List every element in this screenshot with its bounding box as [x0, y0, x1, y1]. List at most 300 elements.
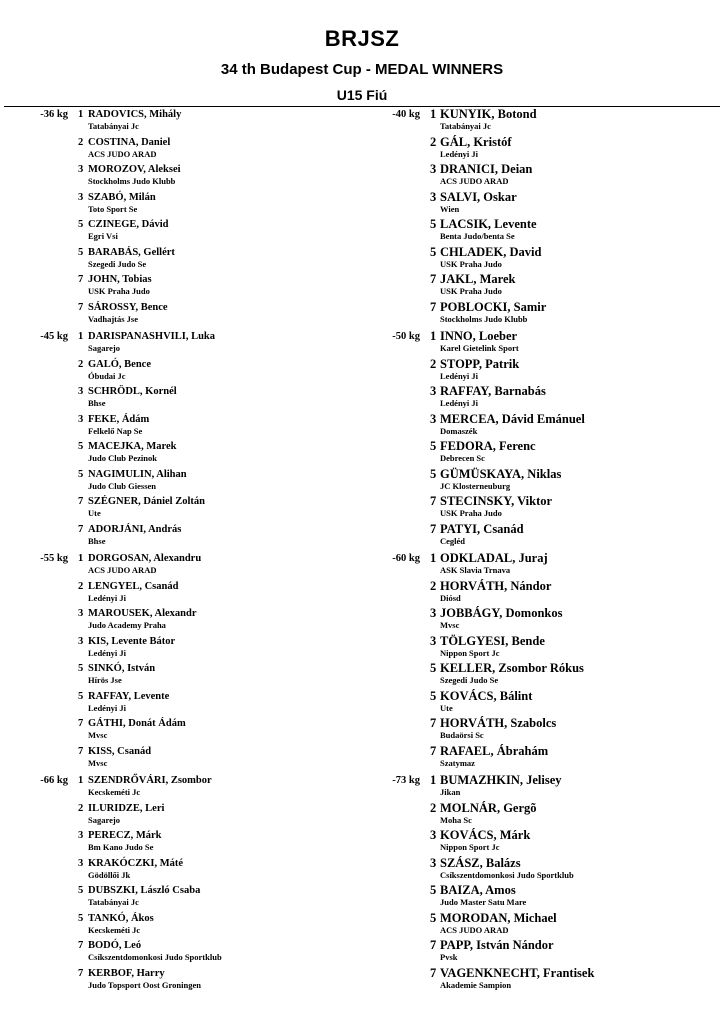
athlete-line [78, 246, 340, 259]
athlete-name: FEDORA, Ferenc [440, 439, 536, 453]
club-name: ASK Slavia Trnava [440, 565, 511, 575]
athlete-line [430, 967, 700, 980]
place-number: 1 [430, 329, 437, 343]
club-name: Toto Sport Se [88, 203, 138, 214]
athlete-name: RADOVICS, Mihály [88, 109, 182, 120]
medal-list [430, 330, 700, 552]
medal-entry [78, 939, 340, 967]
medal-entry [430, 330, 700, 358]
athlete-line [78, 440, 340, 453]
weight-class-label: -73 kg [392, 775, 420, 786]
athlete-name: TÖLGYESI, Bende [440, 633, 545, 648]
athlete-line [430, 774, 700, 787]
place-number: 2 [430, 578, 437, 593]
medal-entry [430, 218, 700, 246]
place-number: 2 [430, 134, 437, 149]
medal-entry [78, 191, 340, 219]
medal-entry [430, 440, 700, 468]
weight-class-block [0, 774, 340, 1004]
place-number: 5 [78, 885, 84, 896]
athlete-line [430, 523, 700, 536]
medal-entry [430, 745, 700, 773]
athlete-line [78, 580, 340, 593]
athlete-name: KISS, Csanád [88, 745, 152, 757]
medal-entry [430, 717, 700, 745]
weight-class-block [360, 330, 700, 552]
athlete-name: LENGYEL, Csanád [88, 580, 179, 592]
athlete-name: KIS, Levente Bátor [88, 635, 176, 647]
medal-entry [430, 552, 700, 580]
club-name: Wien [440, 203, 460, 214]
place-number: 3 [78, 191, 84, 203]
club-name: USK Praha Judo [440, 286, 502, 296]
weight-class-block [0, 108, 340, 330]
club-name: ACS JUDO ARAD [88, 148, 157, 159]
athlete-line [78, 939, 340, 952]
place-number: 2 [78, 136, 84, 148]
athlete-line [430, 495, 700, 508]
club-name: Gödöllői Jk [88, 869, 131, 880]
medal-entry [430, 273, 700, 301]
club-name: Judo Club Pezinok [88, 453, 157, 463]
athlete-name: SINKÓ, István [88, 663, 156, 674]
athlete-name: POBLOCKI, Samir [440, 299, 547, 314]
medal-entry [430, 163, 700, 191]
place-number: 7 [430, 743, 437, 758]
medal-entry [430, 468, 700, 496]
athlete-line [78, 273, 340, 286]
athlete-line [78, 301, 340, 314]
place-number: 7 [430, 965, 437, 980]
medal-entry [430, 690, 700, 718]
weight-class-block [360, 774, 700, 1004]
place-number: 3 [78, 164, 84, 175]
club-name: Bhse [88, 535, 106, 546]
medal-entry [78, 108, 340, 136]
athlete-name: VAGENKNECHT, Frantisek [440, 965, 595, 980]
place-number: 7 [430, 494, 437, 508]
medal-entry [430, 246, 700, 274]
athlete-line [430, 440, 700, 453]
place-number: 5 [430, 910, 437, 925]
place-number: 7 [430, 521, 437, 536]
club-name: Jikan [440, 787, 461, 797]
club-name: Tatabányai Jc [440, 121, 491, 131]
athlete-name: ADORJÁNI, András [88, 523, 182, 535]
place-number: 3 [430, 633, 437, 648]
medal-entry [430, 108, 700, 136]
athlete-name: MAROUSEK, Alexandr [88, 608, 197, 619]
athlete-line [430, 273, 700, 286]
medal-entry [78, 358, 340, 386]
club-name: Domaszék [440, 425, 478, 436]
athlete-name: SZENDRŐVÁRI, Zsombor [88, 775, 212, 786]
club-name: USK Praha Judo [440, 258, 502, 269]
athlete-name: DUBSZKI, László Csaba [88, 885, 201, 896]
medal-list [430, 108, 700, 330]
athlete-line [78, 717, 340, 730]
medal-entry [430, 802, 700, 830]
athlete-name: LACSIK, Levente [440, 217, 537, 231]
club-name: Ute [440, 702, 453, 713]
medal-entry [430, 385, 700, 413]
athlete-name: BAIZA, Amos [440, 883, 516, 897]
weight-class-label: -50 kg [392, 331, 420, 342]
athlete-line [78, 468, 340, 481]
athlete-line [78, 413, 340, 426]
club-name: Mvsc [88, 757, 108, 768]
club-name: Nippon Sport Jc [440, 647, 500, 658]
athlete-name: STECINSKY, Viktor [440, 494, 553, 508]
club-name: Szatymaz [440, 757, 475, 768]
event-title: 34 th Budapest Cup - MEDAL WINNERS [220, 61, 504, 78]
club-name: Stockholms Judo Klubb [440, 313, 528, 324]
club-name: Cegléd [440, 535, 466, 546]
medal-entry [430, 413, 700, 441]
medal-entry [78, 330, 340, 358]
athlete-name: HORVÁTH, Nándor [440, 578, 552, 593]
athlete-line [78, 495, 340, 508]
place-number: 7 [78, 496, 84, 507]
athlete-name: CHLADEK, David [440, 244, 542, 259]
athlete-name: GÁL, Kristóf [440, 134, 512, 149]
athlete-name: PAPP, István Nándor [440, 938, 554, 952]
medal-entry [78, 635, 340, 663]
place-number: 1 [430, 107, 437, 121]
club-name: Moha Sc [440, 814, 472, 825]
place-number: 5 [78, 246, 84, 258]
medal-entry [78, 717, 340, 745]
place-number: 7 [430, 299, 437, 314]
place-number: 1 [78, 331, 84, 342]
athlete-line [430, 829, 700, 842]
athlete-name: JAKL, Marek [440, 272, 516, 286]
athlete-line [78, 358, 340, 371]
athlete-name: KUNYIK, Botond [440, 107, 537, 121]
place-number: 2 [78, 358, 84, 370]
place-number: 3 [78, 635, 84, 647]
athlete-line [78, 191, 340, 204]
athlete-name: SZÁSZ, Balázs [440, 855, 521, 870]
weight-class-label: -60 kg [392, 553, 420, 564]
weight-class-block [0, 552, 340, 774]
medal-list [78, 774, 340, 1004]
place-number: 7 [78, 718, 84, 729]
club-name: Bm Kano Judo Se [88, 842, 154, 852]
club-name: Ledényi Ji [440, 148, 479, 159]
club-name: Felkelő Nap Se [88, 425, 143, 436]
athlete-name: JOBBÁGY, Domonkos [440, 606, 563, 620]
athlete-line [430, 108, 700, 121]
athlete-name: NAGIMULIN, Alihan [88, 468, 187, 480]
place-number: 7 [78, 940, 84, 951]
header-divider [4, 106, 720, 107]
athlete-line [430, 857, 700, 870]
place-number: 5 [78, 219, 84, 230]
club-name: Ledényi Ji [440, 370, 479, 381]
club-name: Stockholms Judo Klubb [88, 176, 176, 186]
athlete-name: FEKE, Ádám [88, 413, 150, 425]
club-name: Bhse [88, 398, 106, 408]
athlete-name: KOVÁCS, Bálint [440, 688, 533, 703]
club-name: Vadhajtás Jse [88, 313, 138, 324]
club-name: Csíkszentdomonkosi Judo Sportklub [440, 869, 574, 880]
medal-entry [78, 662, 340, 690]
weight-class-block [360, 552, 700, 774]
athlete-line [430, 884, 700, 897]
medal-entry [78, 552, 340, 580]
organization-title: BRJSZ [324, 26, 400, 51]
athlete-line [78, 552, 340, 565]
athlete-line [430, 136, 700, 149]
athlete-line [78, 912, 340, 925]
club-name: Sagarejo [88, 814, 120, 825]
athlete-line [430, 358, 700, 371]
club-name: Ledényi Ji [88, 592, 127, 603]
place-number: 7 [78, 301, 84, 313]
medal-entry [430, 857, 700, 885]
place-number: 5 [430, 688, 437, 703]
medal-entry [430, 774, 700, 802]
athlete-name: RAFFAY, Barnabás [440, 384, 546, 398]
place-number: 3 [78, 386, 84, 397]
medal-entry [78, 413, 340, 441]
club-name: Debrecen Sc [440, 453, 485, 463]
medal-entry [78, 385, 340, 413]
place-number: 5 [430, 661, 437, 675]
medal-list [430, 774, 700, 1004]
athlete-line [78, 662, 340, 675]
athlete-name: MOROZOV, Aleksei [88, 164, 181, 175]
place-number: 1 [430, 551, 437, 565]
athlete-line [430, 246, 700, 259]
club-name: Karel Gietelink Sport [440, 343, 519, 353]
club-name: USK Praha Judo [88, 286, 150, 296]
club-name: Hírös Jse [88, 675, 122, 685]
weight-class-block [360, 108, 700, 330]
athlete-line [430, 912, 700, 925]
place-number: 5 [78, 690, 84, 702]
athlete-line [78, 967, 340, 980]
medal-entry [430, 191, 700, 219]
athlete-name: COSTINA, Daniel [88, 136, 171, 148]
medal-entry [430, 301, 700, 329]
athlete-line [430, 218, 700, 231]
club-name: Mvsc [440, 620, 460, 630]
medal-list [78, 330, 340, 552]
club-name: Szegedi Judo Se [88, 258, 147, 269]
medal-entry [78, 246, 340, 274]
medal-entry [78, 495, 340, 523]
medal-entry [78, 690, 340, 718]
medal-entry [78, 745, 340, 773]
medal-entry [430, 358, 700, 386]
club-name: Nippon Sport Jc [440, 842, 500, 852]
athlete-name: KERBOF, Harry [88, 967, 165, 979]
athlete-name: BODÓ, Leó [88, 940, 142, 951]
place-number: 3 [430, 606, 437, 620]
athlete-line [78, 523, 340, 536]
medal-entry [78, 136, 340, 164]
club-name: Ledényi Ji [88, 647, 127, 658]
athlete-name: HORVÁTH, Szabolcs [440, 716, 557, 730]
place-number: 5 [430, 244, 437, 259]
athlete-name: SALVI, Oskar [440, 189, 517, 204]
club-name: Judo Master Satu Mare [440, 897, 527, 907]
medal-entry [78, 218, 340, 246]
place-number: 7 [430, 272, 437, 286]
athlete-name: SZABÓ, Milán [88, 191, 156, 203]
place-number: 5 [78, 663, 84, 674]
club-name: Sagarejo [88, 343, 120, 353]
athlete-line [430, 635, 700, 648]
medal-entry [78, 967, 340, 995]
athlete-name: ILURIDZE, Leri [88, 802, 165, 814]
athlete-line [430, 413, 700, 426]
athlete-name: SCHRÖDL, Kornél [88, 386, 177, 397]
athlete-line [78, 857, 340, 870]
place-number: 3 [430, 855, 437, 870]
place-number: 3 [78, 830, 84, 841]
place-number: 1 [430, 773, 437, 787]
place-number: 5 [78, 912, 84, 924]
medal-entry [78, 774, 340, 802]
athlete-line [430, 191, 700, 204]
place-number: 7 [78, 523, 84, 535]
place-number: 3 [78, 857, 84, 869]
club-name: Tatabányai Jc [88, 897, 139, 907]
athlete-name: MORODAN, Michael [440, 910, 557, 925]
medal-list [78, 552, 340, 774]
medal-entry [430, 136, 700, 164]
club-name: Judo Academy Praha [88, 620, 166, 630]
medal-entry [78, 857, 340, 885]
athlete-name: CZINEGE, Dávid [88, 219, 169, 230]
place-number: 1 [78, 553, 84, 564]
medal-entry [78, 468, 340, 496]
club-name: Ledényi Ji [440, 398, 479, 408]
athlete-line [430, 163, 700, 176]
athlete-name: KOVÁCS, Márk [440, 828, 531, 842]
medal-entry [78, 523, 340, 551]
medal-entry [78, 912, 340, 940]
athlete-line [78, 218, 340, 231]
place-number: 1 [78, 109, 84, 120]
athlete-line [430, 745, 700, 758]
medal-entry [430, 607, 700, 635]
place-number: 2 [78, 580, 84, 592]
club-name: ACS JUDO ARAD [440, 924, 509, 935]
athlete-line [78, 330, 340, 343]
club-name: Óbudai Jc [88, 370, 126, 381]
place-number: 3 [430, 411, 437, 426]
category-title: U15 Fiú [336, 87, 388, 103]
athlete-line [430, 385, 700, 398]
weight-class-label: -66 kg [40, 775, 68, 786]
athlete-line [430, 552, 700, 565]
athlete-name: GÁTHI, Donát Ádám [88, 718, 186, 729]
place-number: 2 [78, 802, 84, 814]
medal-entry [430, 829, 700, 857]
athlete-line [78, 802, 340, 815]
place-number: 5 [430, 439, 437, 453]
medal-entry [430, 912, 700, 940]
place-number: 5 [78, 441, 84, 452]
medal-entry [430, 635, 700, 663]
athlete-line [430, 468, 700, 481]
athlete-name: RAFFAY, Levente [88, 690, 170, 702]
medal-entry [430, 967, 700, 995]
club-name: JC Klosterneuburg [440, 480, 511, 491]
medal-entry [430, 580, 700, 608]
athlete-name: SZÉGNER, Dániel Zoltán [88, 496, 205, 507]
athlete-line [78, 136, 340, 149]
medal-entry [78, 829, 340, 857]
weight-class-block [0, 330, 340, 552]
place-number: 1 [78, 775, 84, 786]
club-name: Kecskeméti Jc [88, 924, 141, 935]
club-name: Egri Vsi [88, 231, 118, 241]
athlete-line [78, 607, 340, 620]
club-name: Ute [88, 508, 101, 518]
athlete-line [430, 939, 700, 952]
club-name: Pvsk [440, 952, 458, 962]
club-name: USK Praha Judo [440, 508, 502, 518]
club-name: ACS JUDO ARAD [88, 565, 157, 575]
left-column [0, 108, 340, 1004]
athlete-name: ODKLADAL, Juraj [440, 551, 548, 565]
club-name: Szegedi Judo Se [440, 675, 499, 685]
athlete-line [430, 662, 700, 675]
club-name: Akademie Sampion [440, 979, 512, 990]
place-number: 7 [78, 274, 84, 285]
medal-entry [430, 662, 700, 690]
athlete-line [78, 774, 340, 787]
athlete-name: DRANICI, Deian [440, 162, 533, 176]
athlete-line [78, 745, 340, 758]
athlete-line [78, 108, 340, 121]
place-number: 3 [78, 608, 84, 619]
place-number: 2 [430, 356, 437, 371]
place-number: 7 [78, 745, 84, 757]
weight-class-label: -55 kg [40, 553, 68, 564]
place-number: 3 [430, 189, 437, 204]
weight-class-label: -45 kg [40, 331, 68, 342]
athlete-name: SÁROSSY, Bence [88, 301, 168, 313]
weight-class-label: -36 kg [40, 109, 68, 120]
club-name: Judo Club Giessen [88, 480, 157, 491]
athlete-name: DORGOSAN, Alexandru [88, 553, 202, 564]
athlete-line [78, 690, 340, 703]
athlete-line [430, 717, 700, 730]
medal-entry [78, 884, 340, 912]
place-number: 7 [430, 938, 437, 952]
athlete-name: MOLNÁR, Gergõ [440, 800, 537, 815]
medal-entry [78, 301, 340, 329]
place-number: 5 [430, 217, 437, 231]
place-number: 2 [430, 800, 437, 815]
athlete-name: PERECZ, Márk [88, 830, 162, 841]
medal-list [78, 108, 340, 330]
right-column [360, 108, 700, 1004]
athlete-name: TANKÓ, Ákos [88, 912, 154, 924]
medal-entry [78, 273, 340, 301]
medal-entry [430, 495, 700, 523]
athlete-line [430, 690, 700, 703]
medal-entry [430, 939, 700, 967]
weight-class-label: -40 kg [392, 109, 420, 120]
athlete-name: RAFAEL, Ábrahám [440, 743, 549, 758]
